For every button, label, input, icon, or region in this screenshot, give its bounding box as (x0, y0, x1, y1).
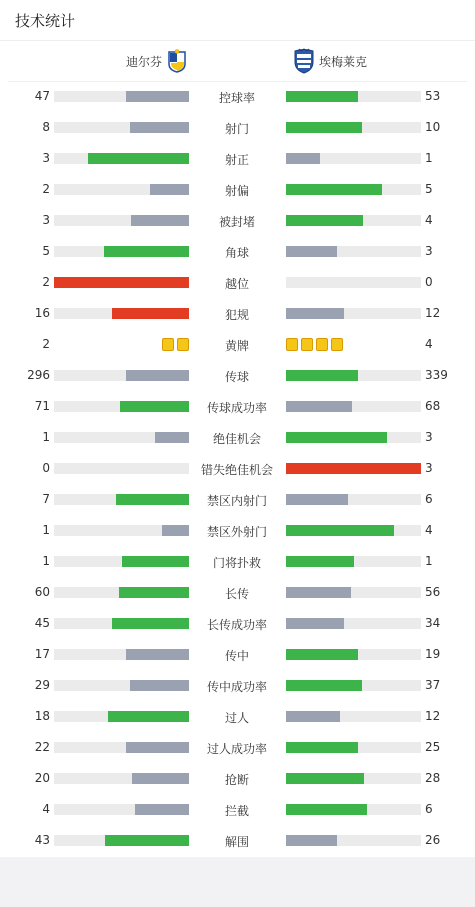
away-value: 5 (425, 182, 433, 196)
away-bar-fill (286, 587, 351, 598)
away-bar-fill (286, 370, 358, 381)
away-value: 4 (425, 523, 433, 537)
home-bar-fill (131, 215, 189, 226)
home-bar-fill (122, 556, 190, 567)
home-bar-fill (126, 91, 189, 102)
away-bar-fill (286, 556, 354, 567)
stat-label: 长传成功率 (206, 618, 267, 632)
away-value: 26 (425, 833, 441, 847)
stat-label: 传球成功率 (206, 401, 267, 415)
home-value: 22 (34, 740, 50, 754)
home-bar-track (54, 184, 189, 195)
away-bar-track (286, 556, 421, 567)
home-bar-fill (155, 432, 189, 443)
home-bar-track (54, 556, 189, 567)
home-bar-track (54, 277, 189, 288)
home-bar-fill (135, 804, 189, 815)
stat-label: 错失绝佳机会 (200, 463, 273, 477)
yellow-card-icon (316, 338, 328, 351)
stat-label: 传中成功率 (206, 680, 267, 694)
stat-row (0, 298, 475, 329)
stat-label: 传球 (224, 370, 249, 384)
away-value: 10 (425, 120, 441, 134)
home-bar-track (54, 742, 189, 753)
stat-label: 越位 (224, 277, 249, 291)
stat-label: 黄牌 (224, 339, 249, 353)
home-value: 16 (34, 306, 50, 320)
stat-row (0, 577, 475, 608)
stat-row (0, 825, 475, 856)
stat-row (0, 732, 475, 763)
home-value: 1 (42, 554, 50, 568)
home-value: 3 (42, 151, 50, 165)
home-bar-fill (105, 835, 189, 846)
stat-label: 禁区内射门 (206, 494, 267, 508)
away-bar-fill (286, 432, 387, 443)
away-value: 37 (425, 678, 441, 692)
home-bar-track (54, 246, 189, 257)
home-bar-track (54, 401, 189, 412)
home-bar-fill (116, 494, 189, 505)
stat-row (0, 794, 475, 825)
away-bar-track (286, 215, 421, 226)
home-value: 17 (34, 647, 50, 661)
away-bar-fill (286, 649, 358, 660)
teams-header (0, 41, 475, 81)
stat-label: 传中 (224, 649, 249, 663)
away-bar-track (286, 401, 421, 412)
away-bar-track (286, 432, 421, 443)
home-bar-track (54, 618, 189, 629)
home-value: 8 (42, 120, 50, 134)
home-bar-track (54, 308, 189, 319)
away-value: 34 (425, 616, 441, 630)
home-bar-fill (130, 122, 189, 133)
yellow-card-icon (162, 338, 174, 351)
home-value: 20 (34, 771, 50, 785)
home-bar-fill (126, 649, 189, 660)
home-value: 2 (42, 275, 50, 289)
home-bar-fill (119, 587, 189, 598)
away-value: 3 (425, 461, 433, 475)
home-bar-track (54, 432, 189, 443)
away-bar-fill (286, 525, 394, 536)
stat-row (0, 453, 475, 484)
away-bar-fill (286, 463, 421, 474)
home-bar-fill (132, 773, 189, 784)
home-bar-fill (126, 370, 189, 381)
stat-row (0, 360, 475, 391)
away-bar-track (286, 742, 421, 753)
away-bar-track (286, 91, 421, 102)
away-value: 1 (425, 151, 433, 165)
stat-label: 过人 (224, 711, 249, 725)
stat-row (0, 422, 475, 453)
away-value: 25 (425, 740, 441, 754)
stat-row (0, 174, 475, 205)
away-value: 4 (425, 337, 433, 351)
stat-row (0, 763, 475, 794)
home-value: 47 (34, 89, 50, 103)
away-bar-track (286, 463, 421, 474)
home-bar-track (54, 649, 189, 660)
home-team-name: 迪尔芬 (125, 55, 162, 69)
away-bar-fill (286, 711, 340, 722)
away-value: 12 (425, 306, 441, 320)
home-bar-track (54, 804, 189, 815)
stat-label: 禁区外射门 (206, 525, 267, 539)
away-bar-fill (286, 401, 352, 412)
home-yellow-cards (162, 338, 189, 351)
away-value: 68 (425, 399, 441, 413)
stat-label: 过人成功率 (206, 742, 267, 756)
away-value: 3 (425, 244, 433, 258)
away-bar-track (286, 680, 421, 691)
stat-row (0, 81, 475, 112)
away-team-logo-icon (292, 48, 316, 74)
away-value: 1 (425, 554, 433, 568)
home-value: 0 (42, 461, 50, 475)
stat-label: 绝佳机会 (212, 432, 261, 446)
away-bar-fill (286, 184, 382, 195)
stat-label: 犯规 (224, 308, 249, 322)
away-value: 0 (425, 275, 433, 289)
away-bar-track (286, 494, 421, 505)
stat-row (0, 391, 475, 422)
away-bar-fill (286, 773, 364, 784)
away-bar-fill (286, 215, 363, 226)
home-value: 1 (42, 430, 50, 444)
home-value: 29 (34, 678, 50, 692)
away-bar-track (286, 184, 421, 195)
home-value: 45 (34, 616, 50, 630)
stat-label: 被封堵 (218, 215, 255, 229)
stat-row (0, 701, 475, 732)
stat-label: 射偏 (224, 184, 249, 198)
stat-row (0, 267, 475, 298)
away-bar-track (286, 525, 421, 536)
home-bar-track (54, 153, 189, 164)
home-bar-track (54, 587, 189, 598)
away-bar-track (286, 277, 421, 288)
away-bar-track (286, 618, 421, 629)
away-bar-fill (286, 91, 358, 102)
stat-label: 控球率 (218, 91, 255, 105)
stat-label: 射门 (224, 122, 249, 136)
home-value: 3 (42, 213, 50, 227)
away-value: 6 (425, 492, 433, 506)
stat-row (0, 112, 475, 143)
home-bar-fill (88, 153, 189, 164)
home-bar-track (54, 215, 189, 226)
home-bar-track (54, 773, 189, 784)
away-bar-track (286, 835, 421, 846)
away-bar-track (286, 773, 421, 784)
stat-row (0, 546, 475, 577)
away-value: 56 (425, 585, 441, 599)
home-value: 4 (42, 802, 50, 816)
away-value: 3 (425, 430, 433, 444)
yellow-card-icon (286, 338, 298, 351)
home-bar-fill (120, 401, 189, 412)
away-bar-fill (286, 308, 344, 319)
stat-row (0, 236, 475, 267)
home-bar-track (54, 91, 189, 102)
away-bar-fill (286, 618, 344, 629)
home-value: 5 (42, 244, 50, 258)
yellow-card-icon (177, 338, 189, 351)
home-bar-fill (162, 525, 189, 536)
away-team-name: 埃梅莱克 (319, 55, 368, 69)
away-value: 4 (425, 213, 433, 227)
stat-label: 抢断 (224, 773, 249, 787)
stat-label: 角球 (224, 246, 249, 260)
away-value: 6 (425, 802, 433, 816)
away-bar-track (286, 153, 421, 164)
home-bar-fill (54, 277, 189, 288)
away-bar-track (286, 122, 421, 133)
away-bar-fill (286, 153, 320, 164)
away-value: 12 (425, 709, 441, 723)
home-bar-track (54, 463, 189, 474)
away-value: 53 (425, 89, 441, 103)
home-bar-track (54, 680, 189, 691)
yellow-card-icon (301, 338, 313, 351)
away-bar-fill (286, 246, 337, 257)
away-bar-track (286, 649, 421, 660)
stat-label: 射正 (224, 153, 249, 167)
away-bar-track (286, 711, 421, 722)
stat-row (0, 670, 475, 701)
away-bar-fill (286, 835, 337, 846)
home-bar-track (54, 711, 189, 722)
home-bar-fill (104, 246, 189, 257)
home-value: 2 (42, 182, 50, 196)
home-bar-track (54, 370, 189, 381)
home-bar-fill (112, 308, 189, 319)
home-bar-fill (150, 184, 189, 195)
stat-row (0, 639, 475, 670)
stat-row (0, 205, 475, 236)
stat-row (0, 329, 475, 360)
home-value: 18 (34, 709, 50, 723)
away-bar-fill (286, 742, 358, 753)
stat-row (0, 143, 475, 174)
stats-list (0, 81, 475, 856)
home-bar-track (54, 835, 189, 846)
stat-label: 拦截 (224, 804, 249, 818)
stat-row (0, 608, 475, 639)
away-bar-fill (286, 804, 367, 815)
away-bar-track (286, 246, 421, 257)
stat-row (0, 484, 475, 515)
away-yellow-cards (286, 338, 343, 351)
home-bar-fill (108, 711, 189, 722)
away-bar-fill (286, 122, 362, 133)
home-value: 71 (34, 399, 50, 413)
away-value: 28 (425, 771, 441, 785)
away-bar-fill (286, 494, 348, 505)
away-bar-track (286, 804, 421, 815)
home-value: 60 (34, 585, 50, 599)
away-value: 339 (425, 368, 448, 382)
home-value: 43 (34, 833, 50, 847)
away-bar-track (286, 587, 421, 598)
stat-label: 解围 (224, 835, 249, 849)
home-bar-track (54, 525, 189, 536)
home-value: 7 (42, 492, 50, 506)
stat-label: 门将扑救 (212, 556, 261, 570)
away-bar-track (286, 370, 421, 381)
away-bar-track (286, 308, 421, 319)
stat-row (0, 515, 475, 546)
stat-label: 长传 (224, 587, 249, 601)
home-bar-track (54, 122, 189, 133)
page-title: 技术统计 (15, 12, 76, 30)
away-value: 19 (425, 647, 441, 661)
yellow-card-icon (331, 338, 343, 351)
home-bar-fill (130, 680, 189, 691)
home-value: 296 (27, 368, 50, 382)
home-bar-fill (112, 618, 189, 629)
away-bar-fill (286, 680, 362, 691)
home-bar-track (54, 494, 189, 505)
home-value: 2 (42, 337, 50, 351)
home-team-logo-icon (167, 49, 187, 73)
home-bar-fill (126, 742, 189, 753)
home-value: 1 (42, 523, 50, 537)
